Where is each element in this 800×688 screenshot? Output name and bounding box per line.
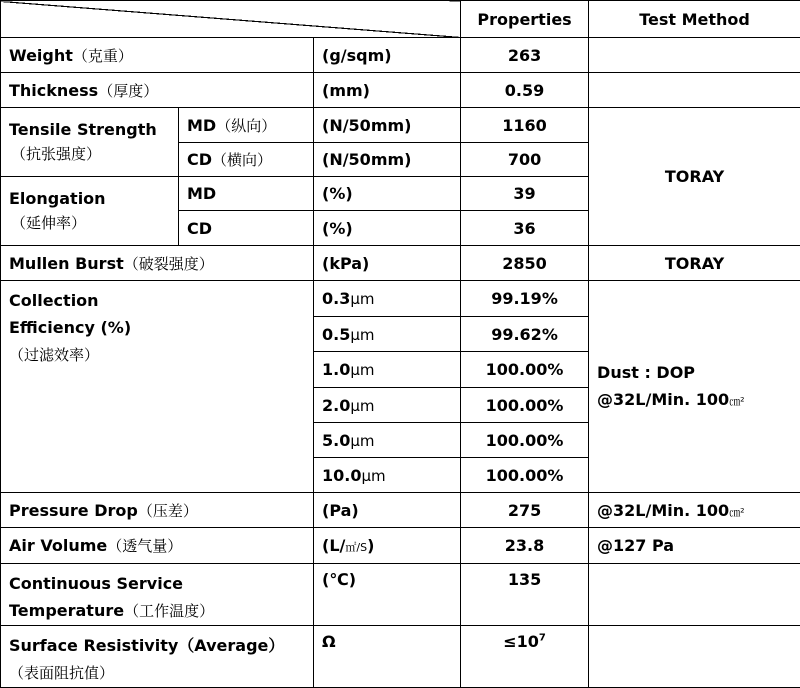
particle-size-value: 10.0 [322,466,361,485]
efficiency-value: 100.00% [461,423,589,458]
elongation-label-cn: （延伸率） [9,212,170,233]
thickness-row [1,73,800,108]
elongation-md-unit: (%) [314,177,461,211]
collection-label [1,281,314,493]
elongation-label-en: Elongation [9,189,106,208]
tensile-label-cn: （抗张强度） [9,143,170,164]
air-volume-unit-small: ㎡/S [345,541,367,554]
mullen-method: TORAY [589,246,800,281]
particle-size-value: 1.0 [322,360,350,379]
test-method-header: Test Method [589,1,800,38]
properties-header: Properties [461,1,589,38]
service-temp-label-line1: Continuous Service [9,574,183,593]
tensile-md-dir-cn: （纵向） [216,117,276,135]
collection-method [589,281,800,493]
elongation-md-dir: MD [179,177,314,211]
thickness-label-cn: （厚度） [98,82,158,100]
particle-size-value: 2.0 [322,396,350,415]
mullen-label [1,246,314,281]
efficiency-value: 100.00% [461,352,589,388]
service-temp-label [1,564,314,626]
collection-method-unit: ㎝² [729,395,744,408]
mullen-label-cn: （破裂强度） [124,255,214,273]
service-temp-method [589,564,800,626]
collection-label-line1: Collection [9,291,99,310]
pressure-drop-method-text: @32L/Min. 100 [597,501,729,520]
particle-size [314,423,461,458]
air-volume-label [1,528,314,564]
pressure-drop-label [1,493,314,528]
collection-label-cn: （过滤效率） [9,346,99,364]
service-temp-row [1,564,800,626]
air-volume-row [1,528,800,564]
elongation-cd-unit: (%) [314,211,461,246]
resistivity-label-en: Surface Resistivity [9,636,178,655]
thickness-method [589,73,800,108]
service-temp-value: 135 [461,564,589,626]
resistivity-value [461,626,589,688]
tensile-label-en: Tensile Strength [9,120,157,139]
particle-size-value: 0.5 [322,325,350,344]
thickness-label [1,73,314,108]
resistivity-value-exponent: 7 [539,633,546,644]
particle-size-value: 0.3 [322,289,350,308]
diagonal-corner-cell [1,1,461,38]
collection-row-1 [1,281,800,317]
particle-size-unit: μm [361,467,385,485]
particle-size [314,352,461,388]
tensile-md-row [1,108,800,143]
particle-size [314,388,461,423]
pressure-drop-row [1,493,800,528]
elongation-cd-value: 36 [461,211,589,246]
resistivity-unit: Ω [314,626,461,688]
collection-label-line2: Efficiency (%) [9,318,131,337]
weight-value: 263 [461,38,589,73]
weight-label-en: Weight [9,46,73,65]
resistivity-row [1,626,800,688]
collection-method-line2: @32L/Min. 100 [597,390,729,409]
mullen-label-en: Mullen Burst [9,254,124,273]
air-volume-label-en: Air Volume [9,536,107,555]
pressure-drop-label-en: Pressure Drop [9,501,138,520]
tensile-cd-unit: (N/50mm) [314,143,461,177]
air-volume-unit [314,528,461,564]
tensile-cd-dir-en: CD [187,150,212,169]
tensile-label [1,108,179,177]
efficiency-value: 100.00% [461,388,589,423]
air-volume-method: @127 Pa [589,528,800,564]
air-volume-unit-close: ) [367,536,374,555]
air-volume-value: 23.8 [461,528,589,564]
particle-size-unit: μm [350,397,374,415]
weight-label-cn: （克重） [73,47,133,65]
pressure-drop-label-cn: （压差） [138,502,198,520]
elongation-cd-dir: CD [179,211,314,246]
thickness-unit: (mm) [314,73,461,108]
resistivity-label-suffix: （Average） [178,636,284,655]
pressure-drop-unit: (Pa) [314,493,461,528]
resistivity-label [1,626,314,688]
weight-label [1,38,314,73]
pressure-drop-method [589,493,800,528]
mullen-value: 2850 [461,246,589,281]
efficiency-value: 99.19% [461,281,589,317]
thickness-label-en: Thickness [9,81,98,100]
elongation-label [1,177,179,246]
tensile-cd-dir [179,143,314,177]
mullen-unit: (kPa) [314,246,461,281]
tensile-md-dir [179,108,314,143]
service-temp-unit: (℃) [314,564,461,626]
tensile-md-value: 1160 [461,108,589,143]
service-temp-label-line2: Temperature [9,601,124,620]
particle-size-unit: μm [350,361,374,379]
air-volume-unit-open: (L/ [322,536,345,555]
collection-method-line1: Dust : DOP [597,363,695,382]
weight-method [589,38,800,73]
pressure-drop-method-unit: ㎝² [729,506,744,519]
header-row [1,1,800,38]
resistivity-label-cn: （表面阻抗值） [9,664,114,682]
particle-size [314,317,461,352]
thickness-value: 0.59 [461,73,589,108]
efficiency-value: 100.00% [461,458,589,493]
air-volume-label-cn: （透气量） [107,537,182,555]
tensile-cd-dir-cn: （横向） [212,151,272,169]
tensile-elongation-method: TORAY [589,108,800,246]
mullen-row [1,246,800,281]
elongation-md-value: 39 [461,177,589,211]
particle-size-unit: μm [350,326,374,344]
service-temp-label-cn: （工作温度） [124,602,214,620]
particle-size-unit: μm [350,290,374,308]
efficiency-value: 99.62% [461,317,589,352]
tensile-md-unit: (N/50mm) [314,108,461,143]
particle-size-value: 5.0 [322,431,350,450]
tensile-md-dir-en: MD [187,116,216,135]
tensile-cd-value: 700 [461,143,589,177]
particle-size [314,281,461,317]
resistivity-method [589,626,800,688]
pressure-drop-value: 275 [461,493,589,528]
weight-row [1,38,800,73]
weight-unit: (g/sqm) [314,38,461,73]
particle-size-unit: μm [350,432,374,450]
resistivity-value-base: ≤10 [503,632,539,651]
particle-size [314,458,461,493]
